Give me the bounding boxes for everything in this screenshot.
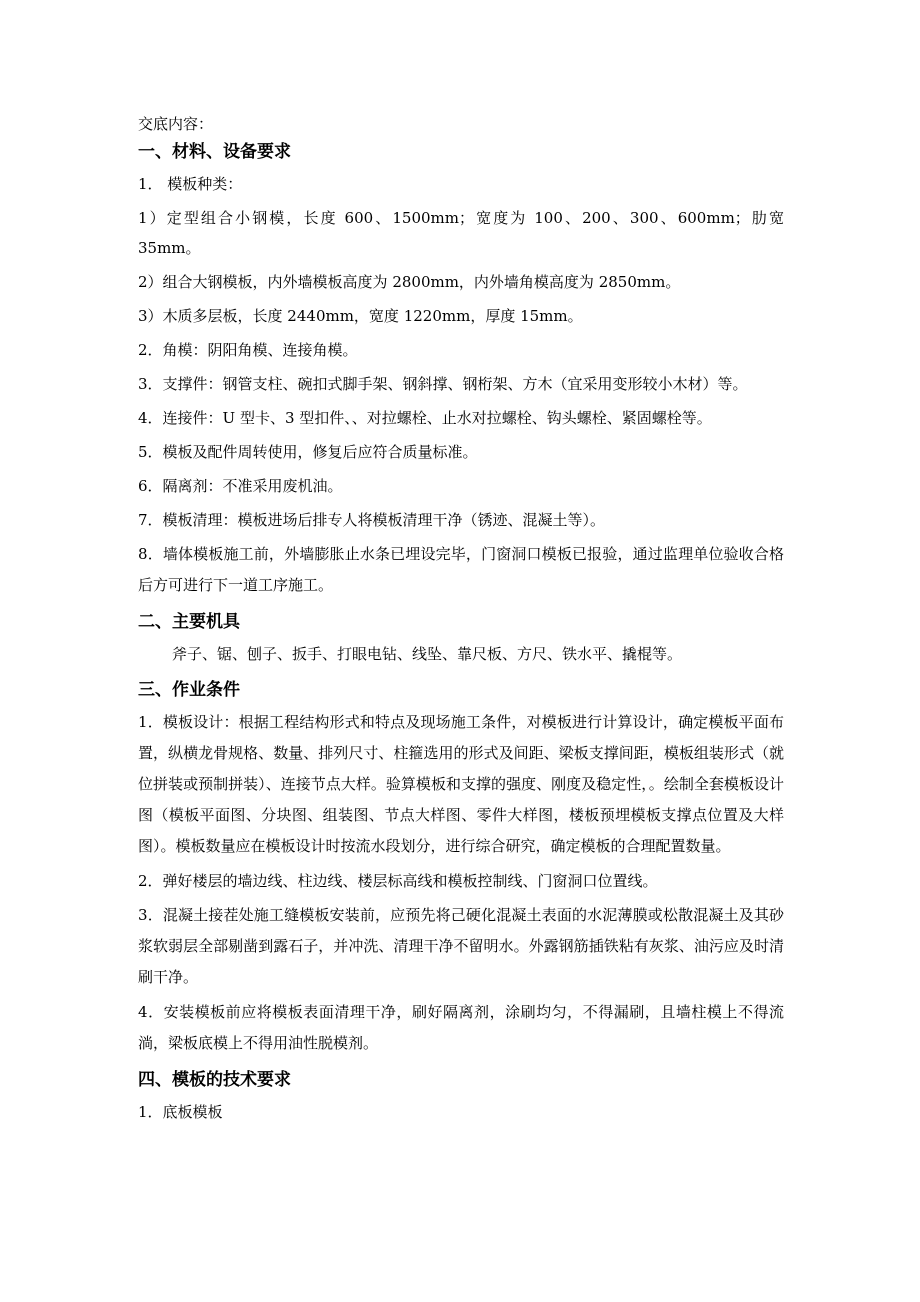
section-heading-technical-requirements: 四、模板的技术要求 <box>138 1070 291 1090</box>
section-heading-conditions: 三、作业条件 <box>138 680 240 700</box>
section-heading-tools: 二、主要机具 <box>138 612 240 632</box>
paragraph: 2）组合大钢模板，内外墙模板高度为 2800mm，内外墙角模高度为 2850mm。 <box>138 273 681 291</box>
document-page <box>138 113 784 1131</box>
paragraph: 1． 模板种类： <box>138 175 243 193</box>
paragraph: 1．底板模板 <box>138 1103 223 1121</box>
paragraph: 2．角模：阴阳角模、连接角模。 <box>138 341 358 359</box>
paragraph: 3．混凝土接茬处施工缝模板安装前，应预先将己硬化混凝土表面的水泥薄膜或松散混凝土及其砂浆软弱层全部剔凿到露石子，并冲洗、清理干净不留明水。外露钢筋插铁粘有灰浆、油污应及时清刷干净。 <box>138 906 784 986</box>
paragraph: 4．安装模板前应将模板表面清理干净，刷好隔离剂，涂刷均匀，不得漏刷，且墙柱模上不得流淌，梁板底模上不得用油性脱模剂。 <box>138 1003 784 1052</box>
section-heading-materials: 一、材料、设备要求 <box>138 142 291 162</box>
paragraph: 3）木质多层板，长度 2440mm，宽度 1220mm，厚度 15mm。 <box>138 307 583 325</box>
paragraph: 6．隔离剂：不准采用废机油。 <box>138 477 343 495</box>
paragraph: 1）定型组合小钢模，长度 600、1500mm；宽度为 100、200、300、600mm；肋宽 35mm。 <box>138 209 784 257</box>
intro-label: 交底内容： <box>138 115 214 133</box>
paragraph: 斧子、锯、刨子、扳手、打眼电钻、线坠、靠尺板、方尺、铁水平、撬棍等。 <box>172 645 683 663</box>
paragraph: 8．墙体模板施工前，外墙膨胀止水条已埋设完毕，门窗洞口模板已报验，通过监理单位验收合格后方可进行下一道工序施工。 <box>138 545 784 594</box>
paragraph: 1．模板设计：根据工程结构形式和特点及现场施工条件，对模板进行计算设计，确定模板平面布置，纵横龙骨规格、数量、排列尺寸、柱箍选用的形式及间距、梁板支撑间距，模板组装形式（就位拼装或预制拼装）、连接节点大样。验算模板和支撑的强度、刚度及稳定性，。绘制全套模板设计图（模板平面图、分块图、组装图、节点大样图、零件大样图，楼板预埋模板支撑点位置及大样图）。模板数量应在模板设计时按流水段划分，进行综合研究，确定模板的合理配置数量。 <box>138 713 784 855</box>
paragraph: 2．弹好楼层的墙边线、柱边线、楼层标高线和模板控制线、门窗洞口位置线。 <box>138 872 658 890</box>
paragraph: 3．支撑件：钢管支柱、碗扣式脚手架、钢斜撑、钢桁架、方木（宜采用变形较小木材）等。 <box>138 375 748 393</box>
paragraph: 4．连接件：U 型卡、3 型扣件、、对拉螺栓、止水对拉螺栓、钩头螺栓、紧固螺栓等。 <box>138 409 712 427</box>
paragraph: 5．模板及配件周转使用，修复后应符合质量标准。 <box>138 443 478 461</box>
paragraph: 7．模板清理：模板进场后排专人将模板清理干净（锈迹、混凝土等）。 <box>138 511 606 529</box>
